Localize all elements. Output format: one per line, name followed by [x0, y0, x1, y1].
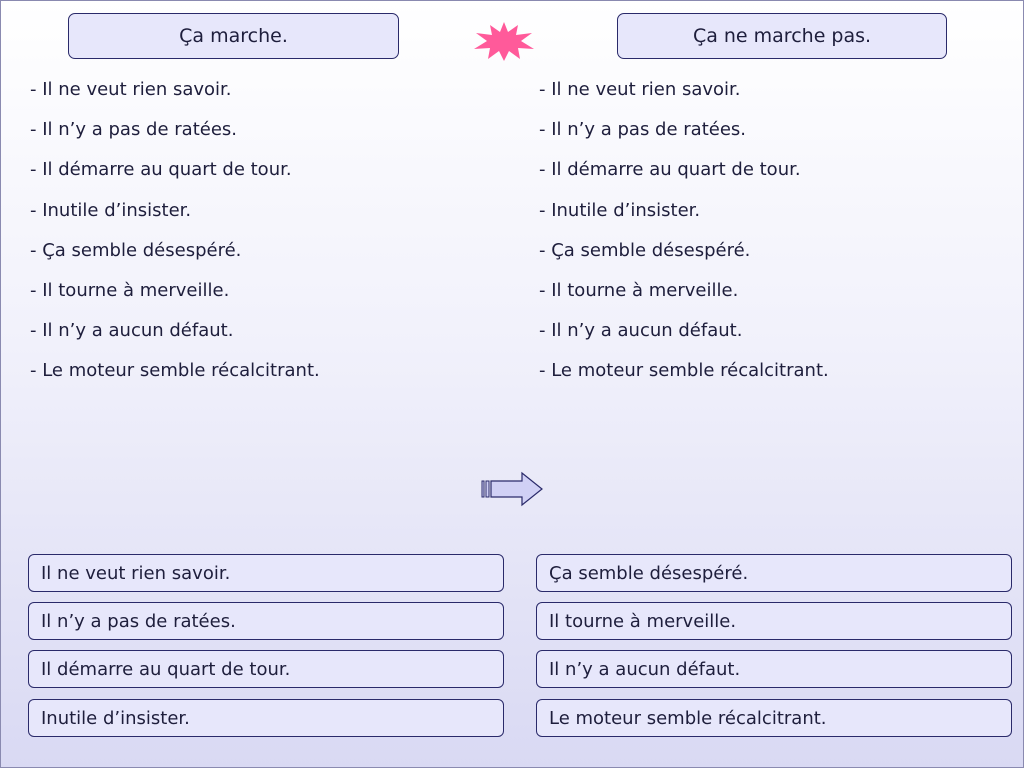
- list-item: - Le moteur semble récalcitrant.: [30, 360, 320, 382]
- answer-box-left-4[interactable]: [28, 699, 504, 737]
- list-item: - Il n’y a pas de ratées.: [539, 119, 747, 141]
- list-item: - Il tourne à merveille.: [539, 279, 739, 301]
- list-item: - Ça semble désespéré.: [30, 239, 242, 261]
- answer-box-right-1[interactable]: [536, 554, 1012, 592]
- answer-box-left-2[interactable]: [28, 602, 504, 640]
- answer-box-right-2[interactable]: [536, 602, 1012, 640]
- list-item: - Il démarre au quart de tour.: [30, 159, 292, 181]
- starburst-icon: [472, 20, 536, 62]
- answer-box-label: Ça semble désespéré.: [549, 562, 749, 584]
- answer-box-left-1[interactable]: [28, 554, 504, 592]
- header-ca-marche-label: Ça marche.: [179, 25, 288, 47]
- answer-box-left-3[interactable]: [28, 650, 504, 688]
- answer-box-right-4[interactable]: [536, 699, 1012, 737]
- list-item: - Il tourne à merveille.: [30, 279, 230, 301]
- answer-box-label: Il démarre au quart de tour.: [41, 658, 291, 680]
- answer-box-right-3[interactable]: [536, 650, 1012, 688]
- answer-box-label: Il n’y a aucun défaut.: [549, 658, 741, 680]
- list-item: - Il n’y a aucun défaut.: [30, 320, 234, 342]
- answer-box-label: Le moteur semble récalcitrant.: [549, 707, 827, 729]
- list-item: - Il ne veut rien savoir.: [539, 79, 741, 100]
- header-ca-ne-marche-pas-label: Ça ne marche pas.: [692, 25, 872, 47]
- answer-box-label: Il ne veut rien savoir.: [41, 562, 231, 584]
- list-item: - Le moteur semble récalcitrant.: [539, 360, 829, 382]
- sentence-list-left: [30, 78, 320, 400]
- list-item: - Il démarre au quart de tour.: [539, 159, 801, 181]
- header-ca-ne-marche-pas: [617, 13, 947, 59]
- list-item: - Inutile d’insister.: [539, 199, 701, 221]
- answer-box-label: Il tourne à merveille.: [549, 610, 737, 632]
- header-ca-marche: [68, 13, 399, 59]
- list-item: - Il n’y a aucun défaut.: [539, 320, 743, 342]
- list-item: - Il n’y a pas de ratées.: [30, 119, 238, 141]
- answer-box-label: Il n’y a pas de ratées.: [41, 610, 236, 632]
- right-arrow-icon[interactable]: [480, 471, 544, 507]
- list-item: - Inutile d’insister.: [30, 199, 192, 221]
- list-item: - Ça semble désespéré.: [539, 239, 751, 261]
- list-item: - Il ne veut rien savoir.: [30, 79, 232, 100]
- answer-box-label: Inutile d’insister.: [41, 707, 190, 729]
- sentence-list-right: [539, 78, 829, 400]
